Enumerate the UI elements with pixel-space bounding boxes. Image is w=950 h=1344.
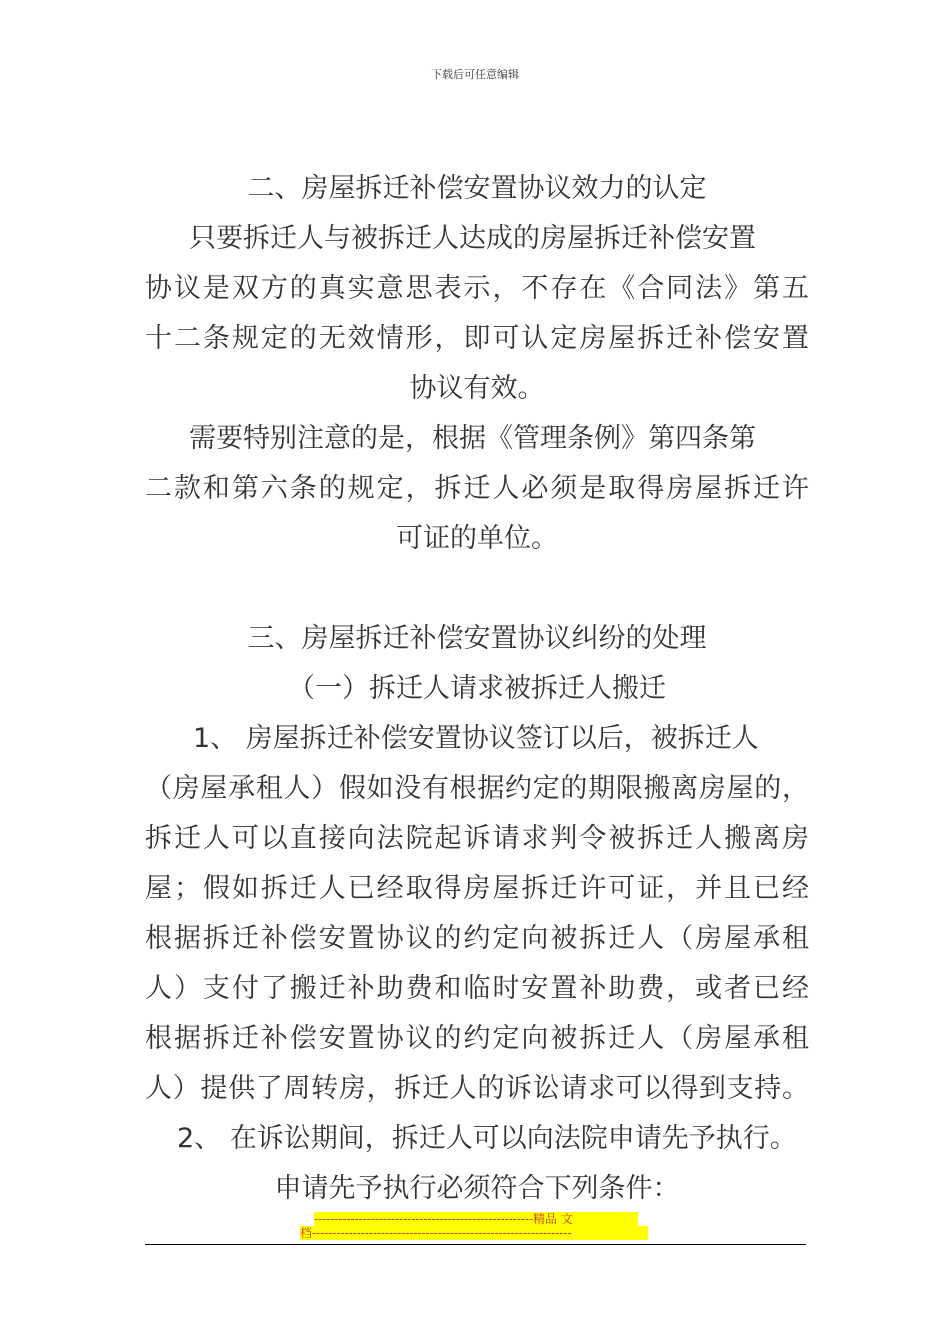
header-note: 下载后可任意编辑 <box>431 68 519 81</box>
paragraph-line: 人）支付了搬迁补助费和临时安置补助费，或者已经 <box>145 973 809 1004</box>
paragraph-line: 申请先予执行必须符合下列条件： <box>274 1173 680 1204</box>
list-item-1-number: 1、 <box>193 723 238 754</box>
footer-watermark-line-2: 档---------------------------------------------------------------- <box>300 1226 648 1240</box>
paragraph-line: （房屋承租人）假如没有根据约定的期限搬离房屋的， <box>145 773 809 804</box>
footer-rule <box>145 1244 806 1245</box>
list-item-1-text: 房屋拆迁补偿安置协议签订以后，被拆迁人 <box>245 723 759 754</box>
paragraph-line: 根据拆迁补偿安置协议的约定向被拆迁人（房屋承租 <box>145 1023 809 1054</box>
section-3-subtitle: （一）拆迁人请求被拆迁人搬迁 <box>288 673 666 704</box>
footer-watermark <box>300 1212 650 1240</box>
section-3-title: 三、房屋拆迁补偿安置协议纠纷的处理 <box>247 623 707 654</box>
list-item-2-first-line <box>145 1120 809 1158</box>
paragraph-line: 十二条规定的无效情形，即可认定房屋拆迁补偿安置 <box>145 323 809 354</box>
list-item-2-text: 在诉讼期间，拆迁人可以向法院申请先予执行。 <box>229 1123 797 1154</box>
list-item-1-first-line <box>145 720 809 758</box>
paragraph-line: 只要拆迁人与被拆迁人达成的房屋拆迁补偿安置 <box>189 223 756 254</box>
section-2-title: 二、房屋拆迁补偿安置协议效力的认定 <box>247 173 707 204</box>
paragraph-line: 协议是双方的真实意思表示，不存在《合同法》第五 <box>145 273 809 304</box>
paragraph-line: 二款和第六条的规定，拆迁人必须是取得房屋拆迁许 <box>145 473 809 504</box>
paragraph-line: 人）提供了周转房，拆迁人的诉讼请求可以得到支持。 <box>145 1073 809 1104</box>
paragraph-line: 可证的单位。 <box>396 523 558 554</box>
paragraph-line: 屋；假如拆迁人已经取得房屋拆迁许可证，并且已经 <box>145 873 809 904</box>
paragraph-line: 需要特别注意的是，根据《管理条例》第四条第 <box>189 423 756 454</box>
paragraph-line: 拆迁人可以直接向法院起诉请求判令被拆迁人搬离房 <box>145 823 809 854</box>
footer-watermark-line-1: ------------------------------------------------------精品 文 <box>314 1212 638 1226</box>
paragraph-line: 协议有效。 <box>409 373 545 404</box>
list-item-2-number: 2、 <box>177 1123 222 1154</box>
paragraph-line: 根据拆迁补偿安置协议的约定向被拆迁人（房屋承租 <box>145 923 809 954</box>
